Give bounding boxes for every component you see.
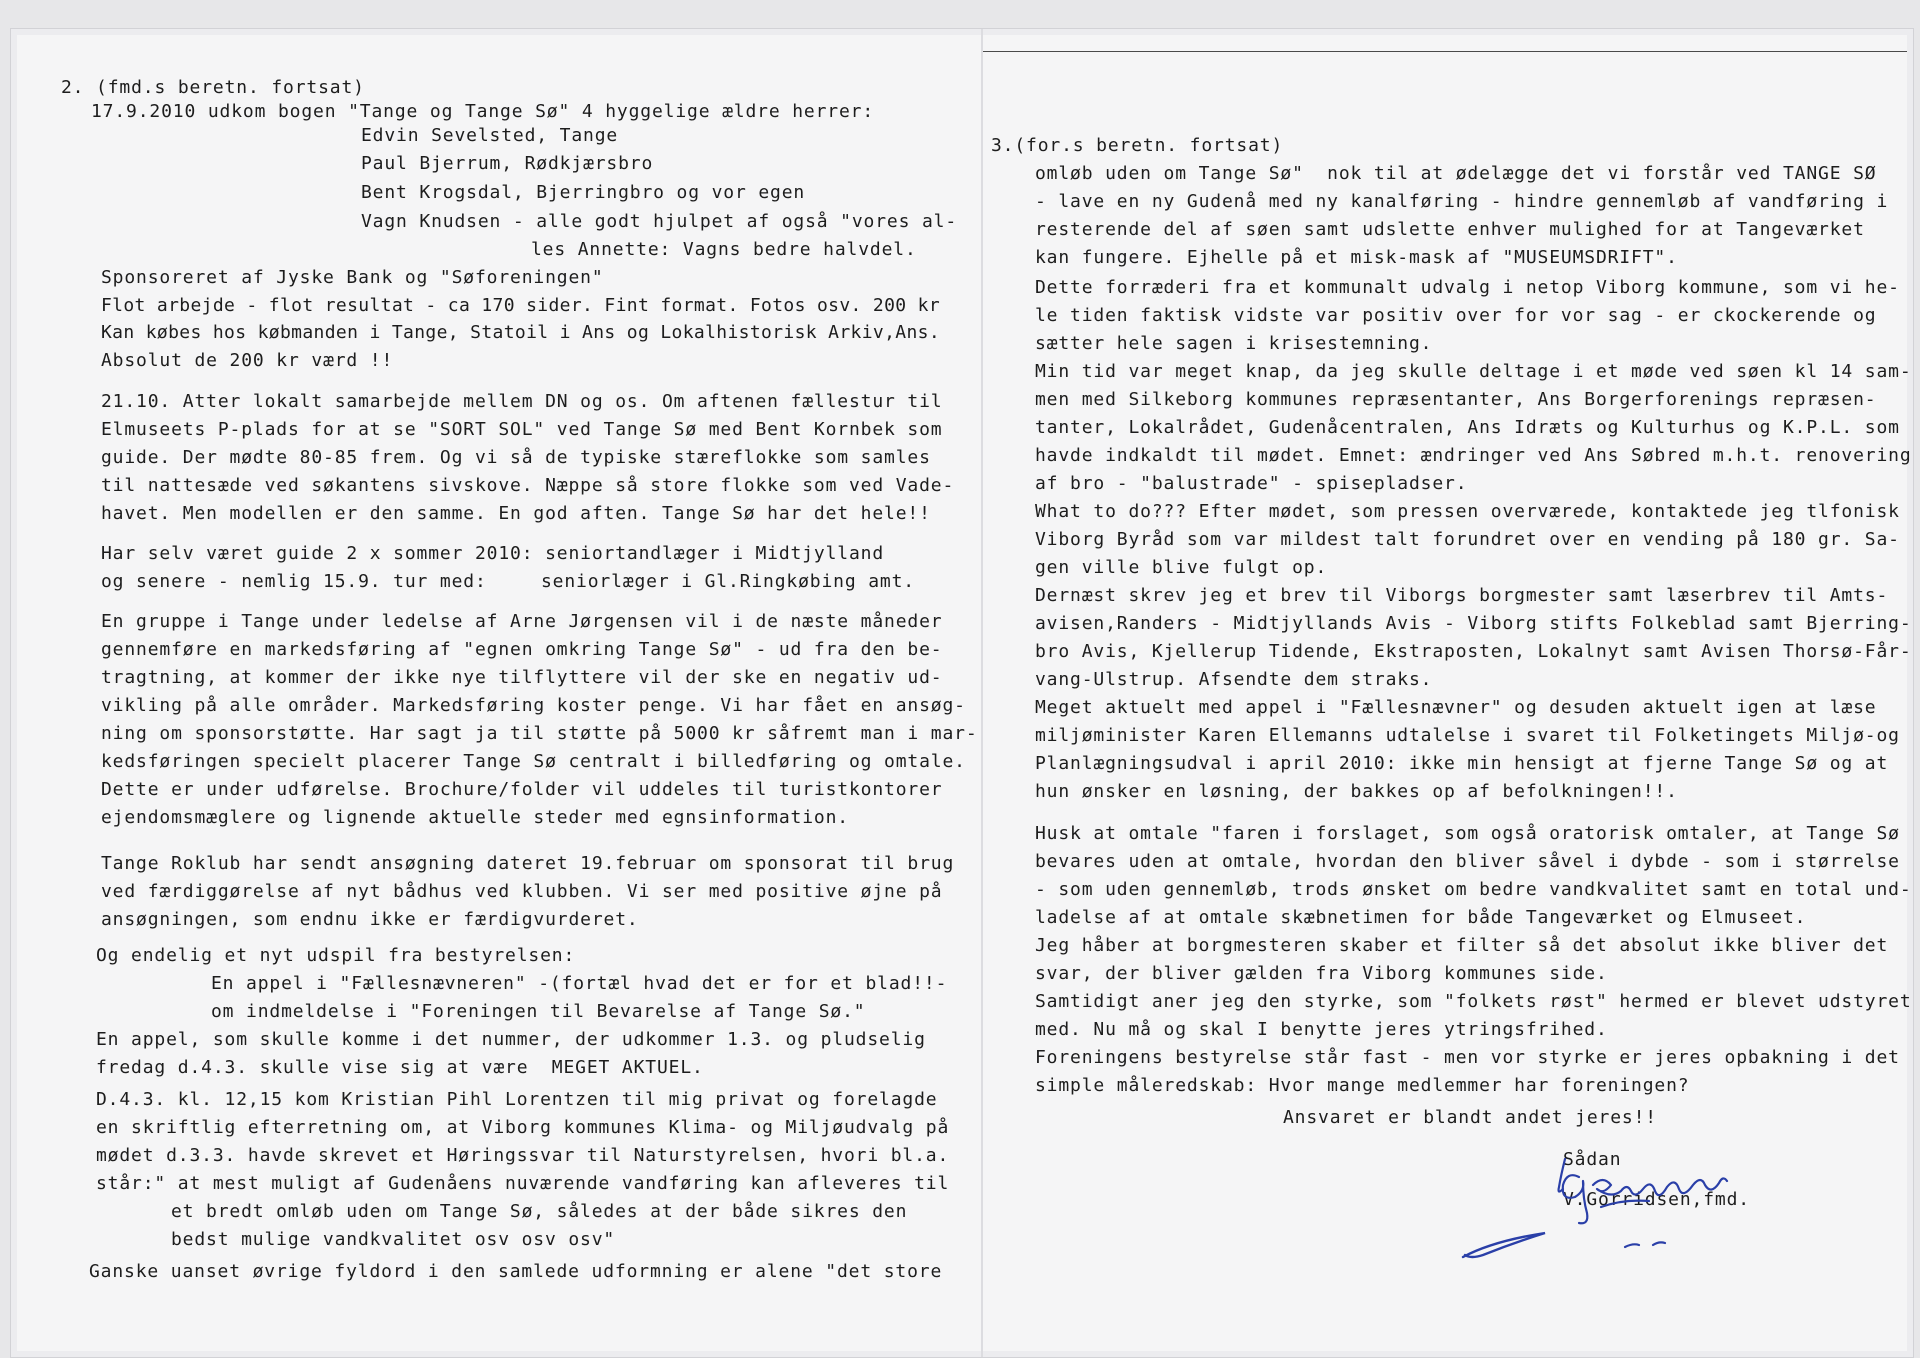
text-line: Dette forræderi fra et kommunalt udvalg i netop Viborg kommune, som vi he-: [1035, 277, 1900, 298]
text-line: Jeg håber at borgmesteren skaber et filter så det absolut ikke bliver det: [1035, 935, 1889, 956]
text-line: D.4.3. kl. 12,15 kom Kristian Pihl Lorentzen til mig privat og forelagde: [96, 1089, 938, 1110]
text-line: le tiden faktisk vidste var positiv over for vor sag - er ckockerende og: [1035, 305, 1877, 326]
text-line: står:" at mest muligt af Gudenåens nuværende vandføring kan afleveres til: [96, 1173, 950, 1194]
text-line: Meget aktuelt med appel i "Fællesnævner" og desuden aktuelt igen at læse: [1035, 697, 1877, 718]
text-line: gen ville blive fulgt op.: [1035, 557, 1328, 578]
text-line: fredag d.4.3. skulle vise sig at være MEGET AKTUEL.: [96, 1057, 704, 1078]
text-line: tanter, Lokalrådet, Gudenåcentralen, Ans Idræts og Kulturhus og K.P.L. som: [1035, 417, 1900, 438]
text-line: Samtidigt aner jeg den styrke, som "folkets røst" hermed er blevet udstyret: [1035, 991, 1912, 1012]
text-line: en skriftlig efterretning om, at Viborg kommunes Klima- og Miljøudvalg på: [96, 1117, 950, 1138]
text-line: En appel, som skulle komme i det nummer, der udkommer 1.3. og pludselig: [96, 1029, 926, 1050]
text-line: bevares uden at omtale, hvordan den bliver såvel i dybde - som i størrelse: [1035, 851, 1900, 872]
text-line: 21.10. Atter lokalt samarbejde mellem DN og os. Om aftenen fællestur til: [101, 391, 943, 412]
text-line: havet. Men modellen er den samme. En god aften. Tange Sø har det hele!!: [101, 503, 931, 524]
text-line: Foreningens bestyrelse står fast - men vor styrke er jeres opbakning i det: [1035, 1047, 1900, 1068]
page-3-header: 3.(for.s beretn. fortsat): [991, 135, 1284, 156]
text-line: Viborg Byråd som var mildest talt forundret over en vending på 180 gr. Sa-: [1035, 529, 1900, 550]
text-line: Min tid var meget knap, da jeg skulle deltage i et møde ved søen kl 14 sam-: [1035, 361, 1912, 382]
text-line: Har selv været guide 2 x sommer 2010: seniortandlæger i Midtjylland: [101, 543, 885, 564]
scanned-sheet: [10, 28, 1914, 1358]
text-line: simple måleredskab: Hvor mange medlemmer har foreningen?: [1035, 1075, 1690, 1096]
page-2: [11, 29, 981, 1357]
text-line: vang-Ulstrup. Afsendte dem straks.: [1035, 669, 1433, 690]
text-line: Planlægningsudval i april 2010: ikke min hensigt at fjerne Tange Sø og at: [1035, 753, 1889, 774]
text-line: resterende del af søen samt udslette enhver mulighed for at Tangeværket: [1035, 219, 1865, 240]
text-line: kan fungere. Ejhelle på et misk-mask af "MUSEUMSDRIFT".: [1035, 247, 1678, 268]
text-line: Tange Roklub har sendt ansøgning dateret 19.februar om sponsorat til brug: [101, 853, 955, 874]
text-line: mødet d.3.3. havde skrevet et Høringssvar til Naturstyrelsen, hvori bl.a.: [96, 1145, 950, 1166]
text-line: Dette er under udførelse. Brochure/folder vil uddeles til turistkontorer: [101, 779, 943, 800]
text-line: Vagn Knudsen - alle godt hjulpet af også "vores al-: [361, 211, 958, 232]
text-line: Bent Krogsdal, Bjerringbro og vor egen: [361, 182, 806, 203]
text-line: En appel i "Fællesnævneren" -(fortæl hvad det er for et blad!!-: [211, 973, 948, 994]
text-line: Sponsoreret af Jyske Bank og "Søforeningen": [101, 267, 604, 288]
text-line: Og endelig et nyt udspil fra bestyrelsen:: [96, 945, 576, 966]
text-line: ning om sponsorstøtte. Har sagt ja til støtte på 5000 kr såfremt man i mar-: [101, 723, 978, 744]
text-line: guide. Der mødte 80-85 frem. Og vi så de typiske stæreflokke som samles: [101, 447, 931, 468]
text-line: En gruppe i Tange under ledelse af Arne Jørgensen vil i de næste måneder: [101, 611, 943, 632]
text-line: avisen,Randers - Midtjyllands Avis - Viborg stifts Folkeblad samt Bjerring-: [1035, 613, 1912, 634]
text-line: og senere - nemlig 15.9. tur med:: [101, 571, 487, 592]
text-line: - som uden gennemløb, trods ønsket om bedre vandkvalitet samt en total und-: [1035, 879, 1912, 900]
text-line: ansøgningen, som endnu ikke er færdigvurderet.: [101, 909, 639, 930]
text-line: hun ønsker en løsning, der bakkes op af befolkningen!!.: [1035, 781, 1678, 802]
text-line: tragtning, at kommer der ikke nye tilflyttere vil der ske en negativ ud-: [101, 667, 943, 688]
text-line: ladelse af at omtale skæbnetimen for både Tangeværket og Elmuseet.: [1035, 907, 1807, 928]
text-line: svar, der bliver gælden fra Viborg kommunes side.: [1035, 963, 1608, 984]
text-line: af bro - "balustrade" - spisepladser.: [1035, 473, 1468, 494]
text-line: Kan købes hos købmanden i Tange, Statoil i Ans og Lokalhistorisk Arkiv,Ans.: [101, 322, 941, 343]
text-line: Paul Bjerrum, Rødkjærsbro: [361, 153, 654, 174]
text-line: Ansvaret er blandt andet jeres!!: [1283, 1107, 1657, 1128]
text-line: Elmuseets P-plads for at se "SORT SOL" ved Tange Sø med Bent Kornbek som: [101, 419, 943, 440]
text-line: omløb uden om Tange Sø" nok til at ødelægge det vi forstår ved TANGE SØ: [1035, 163, 1877, 184]
text-line: med. Nu må og skal I benytte jeres ytringsfrihed.: [1035, 1019, 1608, 1040]
text-line: ejendomsmæglere og lignende aktuelle steder med egnsinformation.: [101, 807, 849, 828]
text-line: sætter hele sagen i krisestemning.: [1035, 333, 1433, 354]
signoff: Sådan: [1563, 1149, 1622, 1170]
text-line: miljøminister Karen Ellemanns udtalelse i svaret til Folketingets Miljø-og: [1035, 725, 1900, 746]
text-line: havde indkaldt til mødet. Emnet: ændringer ved Ans Søbred m.h.t. renovering: [1035, 445, 1912, 466]
text-line: gennemføre en markedsføring af "egnen omkring Tange Sø" - ud fra den be-: [101, 639, 943, 660]
text-line: - lave en ny Gudenå med ny kanalføring - hindre gennemløb af vandføring i: [1035, 191, 1889, 212]
text-line: Absolut de 200 kr værd !!: [101, 350, 394, 371]
text-line: ved færdiggørelse af nyt bådhus ved klubben. Vi ser med positive øjne på: [101, 881, 943, 902]
text-line: Husk at omtale "faren i forslaget, som også oratorisk omtaler, at Tange Sø: [1035, 823, 1900, 844]
text-line: seniorlæger i Gl.Ringkøbing amt.: [541, 571, 915, 592]
text-line: 17.9.2010 udkom bogen "Tange og Tange Sø" 4 hyggelige ældre herrer:: [91, 101, 875, 122]
signature-typed: V.Gorridsen,fmd.: [1563, 1189, 1750, 1210]
text-line: What to do??? Efter mødet, som pressen overværede, kontaktede jeg tlfonisk: [1035, 501, 1900, 522]
text-line: Ganske uanset øvrige fyldord i den samlede udformning er alene "det store: [89, 1261, 943, 1282]
text-line: kedsføringen specielt placerer Tange Sø centralt i billedføring og omtale.: [101, 751, 966, 772]
page-3: [983, 29, 1913, 1357]
page-2-header: 2. (fmd.s beretn. fortsat): [61, 77, 365, 98]
text-line: Dernæst skrev jeg et brev til Viborgs borgmester samt læserbrev til Amts-: [1035, 585, 1889, 606]
text-line: bro Avis, Kjellerup Tidende, Ekstraposten, Lokalnyt samt Avisen Thorsø-Får-: [1035, 641, 1912, 662]
text-line: Flot arbejde - flot resultat - ca 170 sider. Fint format. Fotos osv. 200 kr: [101, 295, 941, 316]
text-line: les Annette: Vagns bedre halvdel.: [531, 239, 917, 260]
text-line: men med Silkeborg kommunes repræsentanter, Ans Borgerforenings repræsen-: [1035, 389, 1877, 410]
text-line: om indmeldelse i "Foreningen til Bevarelse af Tange Sø.": [211, 1001, 866, 1022]
text-line: et bredt omløb uden om Tange Sø, således at der både sikres den: [171, 1201, 908, 1222]
text-line: bedst mulige vandkvalitet osv osv osv": [171, 1229, 616, 1250]
text-line: Edvin Sevelsted, Tange: [361, 125, 619, 146]
text-line: vikling på alle områder. Markedsføring koster penge. Vi har fået en ansøg-: [101, 695, 966, 716]
text-line: til nattesæde ved søkantens sivskove. Næppe så store flokke som ved Vade-: [101, 475, 955, 496]
